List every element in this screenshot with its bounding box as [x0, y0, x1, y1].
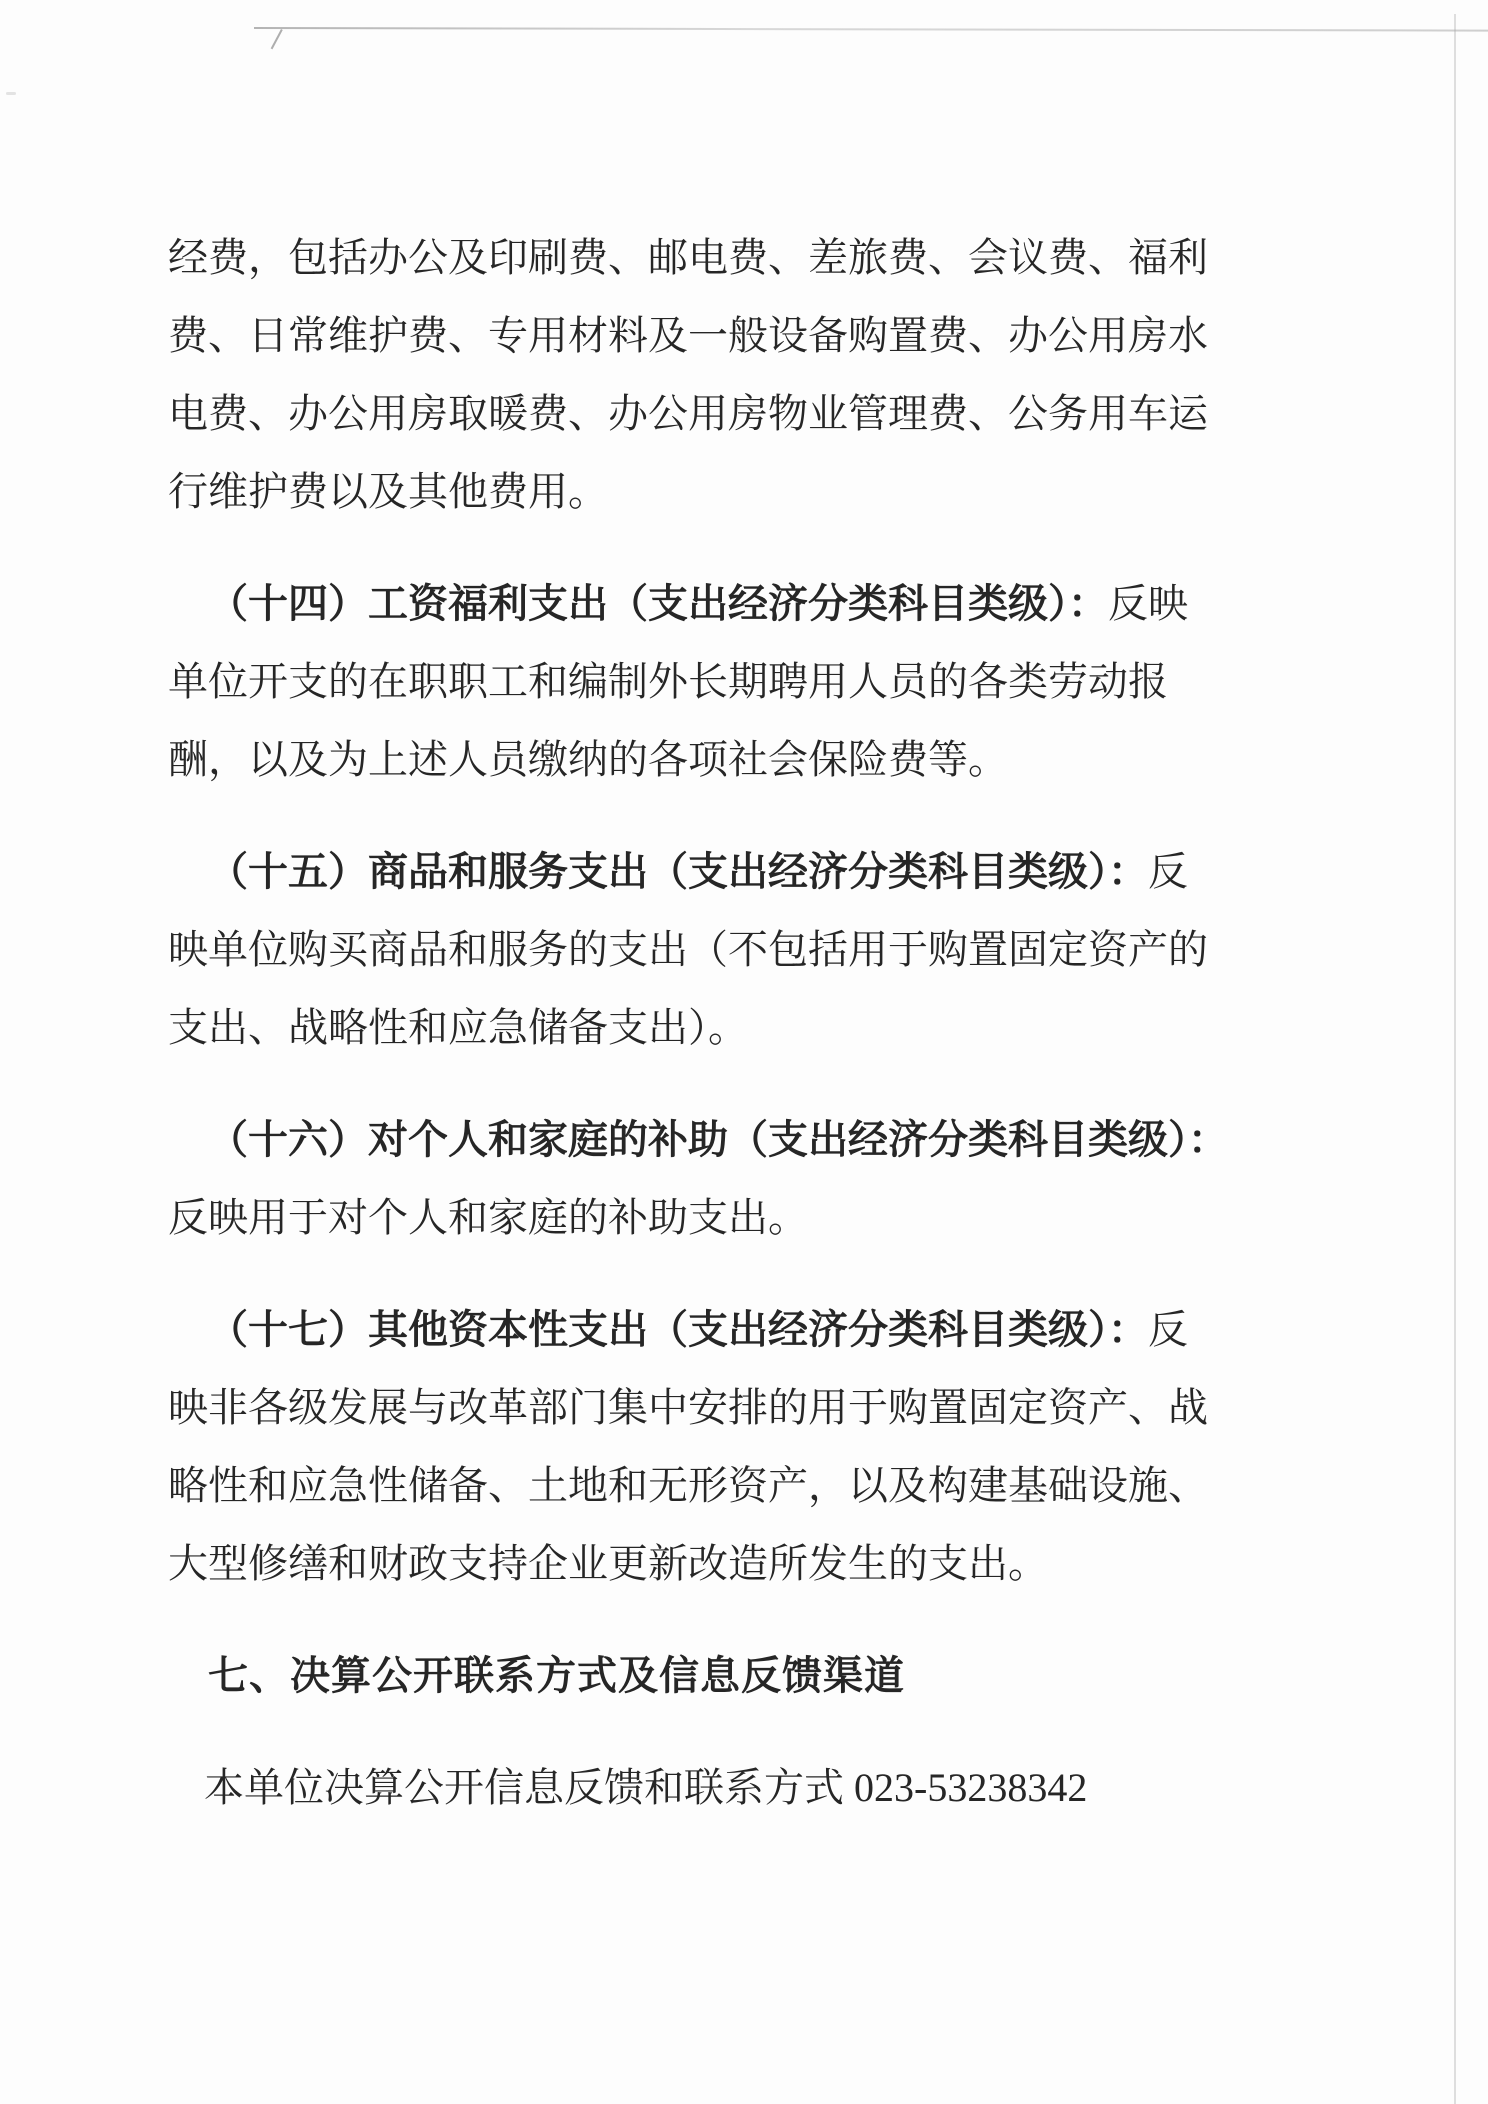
text-line: 单位开支的在职职工和编制外长期聘用人员的各类劳动报 — [168, 659, 1168, 704]
paragraph-contact-info — [168, 1749, 1378, 1827]
item-17-heading: （十七）其他资本性支出（支出经济分类科目类级）： — [208, 1307, 1148, 1352]
section-7-heading: 七、决算公开联系方式及信息反馈渠道 — [208, 1653, 905, 1698]
item-16-heading: （十六）对个人和家庭的补助（支出经济分类科目类级）： — [208, 1117, 1228, 1162]
text-line — [168, 833, 1378, 911]
item-17-heading-tail: 反 — [1148, 1307, 1188, 1352]
text-line: 略性和应急性储备、土地和无形资产，以及构建基础设施、 — [168, 1463, 1208, 1508]
paragraph-item-17-capital-expenditure — [168, 1291, 1378, 1603]
text-line: 电费、办公用房取暖费、办公用房物业管理费、公务用车运 — [168, 391, 1208, 436]
item-15-heading: （十五）商品和服务支出（支出经济分类科目类级）： — [208, 849, 1148, 894]
item-14-heading: （十四）工资福利支出（支出经济分类科目类级）： — [208, 581, 1108, 626]
text-line — [168, 565, 1378, 643]
text-line: 费、日常维护费、专用材料及一般设备购置费、办公用房水 — [168, 313, 1208, 358]
text-line: 大型修缮和财政支持企业更新改造所发生的支出。 — [168, 1541, 1048, 1586]
text-line: 反映用于对个人和家庭的补助支出。 — [168, 1195, 808, 1240]
text-line — [168, 1101, 1378, 1179]
text-line: 酬，以及为上述人员缴纳的各项社会保险费等。 — [168, 737, 1008, 782]
paragraph-expenses-continuation — [168, 219, 1378, 531]
text-line: 行维护费以及其他费用。 — [168, 469, 608, 514]
contact-line: 本单位决算公开信息反馈和联系方式 023-53238342 — [204, 1765, 1088, 1810]
text-line: 映单位购买商品和服务的支出（不包括用于购置固定资产的 — [168, 927, 1208, 972]
text-line: 经费，包括办公及印刷费、邮电费、差旅费、会议费、福利 — [168, 235, 1208, 280]
paragraph-item-14-wage-welfare — [168, 565, 1378, 799]
text-line: 支出、战略性和应急储备支出）。 — [168, 1005, 748, 1050]
item-15-heading-tail: 反 — [1148, 849, 1188, 894]
text-line — [168, 1291, 1378, 1369]
text-line: 映非各级发展与改革部门集中安排的用于购置固定资产、战 — [168, 1385, 1208, 1430]
item-14-heading-tail: 反映 — [1108, 581, 1188, 626]
paragraph-item-16-subsidies — [168, 1101, 1378, 1257]
paragraph-item-15-goods-services — [168, 833, 1378, 1067]
